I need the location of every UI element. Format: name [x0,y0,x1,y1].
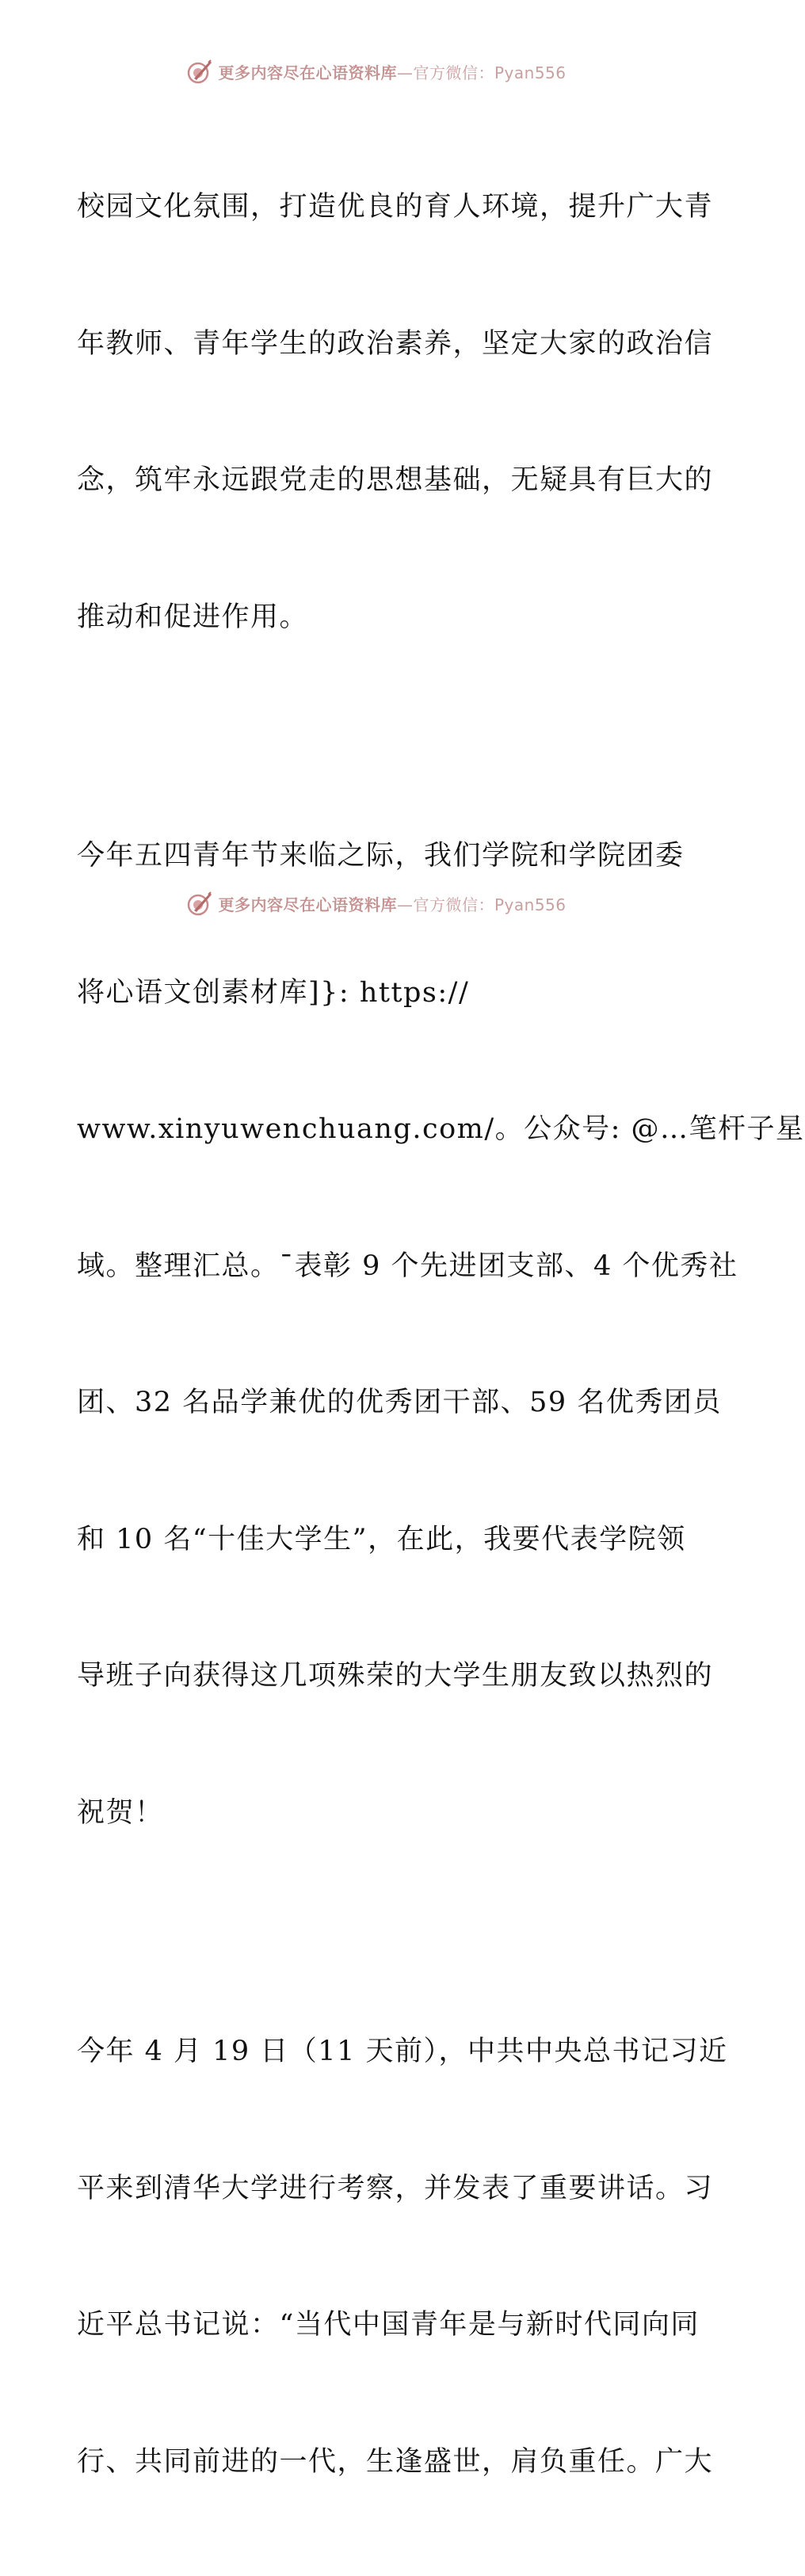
text-line: 校园文化氛围，打造优良的育人环境，提升广大青 [77,191,714,223]
text-line: 团、32 名品学兼优的优秀团干部、59 名优秀团员 [77,1387,722,1418]
text-line: 今年 4 月 19 日（11 天前），中共中央总书记习近 [77,2036,728,2067]
text-line: 行、共同前进的一代，生逢盛世，肩负重任。广大 [77,2445,714,2478]
header-dash: — [396,63,414,82]
footer-contact-label: 官方微信： [413,895,494,914]
header-banner-text [218,60,566,83]
text-line: 域。整理汇总。¯表彰 9 个先进团支部、4 个优秀社 [77,1250,738,1282]
document-body [77,93,805,2576]
paragraph-3 [77,1938,728,2576]
paragraph-2 [77,742,805,1927]
text-line: www.xinyuwenchuang.com/。公众号: @…笔杆子星 [77,1113,805,1145]
text-line: 将心语文创素材库]}: https:// [77,976,470,1009]
header-site-text: 更多内容尽在心语资料库 [218,63,397,82]
text-line: 念，筑牢永远跟党走的思想基础，无疑具有巨大的 [77,464,714,496]
header-banner [0,55,753,87]
text-line: 近平总书记说：“当代中国青年是与新时代同向同 [77,2309,700,2341]
footer-banner [0,887,753,919]
footer-dash: — [396,895,414,914]
text-line: 导班子向获得这几项殊荣的大学生朋友致以热烈的 [77,1660,714,1692]
text-line: 推动和促进作用。 [77,601,309,633]
text-line: 平来到清华大学进行考察，并发表了重要讲话。习 [77,2172,714,2204]
header-contact-id: Pyan556 [494,63,567,82]
header-contact-label: 官方微信： [413,63,494,82]
text-line: 和 10 名“十佳大学生”，在此，我要代表学院领 [77,1523,686,1555]
footer-contact-id: Pyan556 [494,895,567,914]
quill-pen-logo-icon [186,58,213,85]
text-line: 年教师、青年学生的政治素养，坚定大家的政治信 [77,327,714,360]
text-line: 今年五四青年节来临之际，我们学院和学院团委 [77,840,685,872]
footer-banner-text [218,892,566,915]
quill-pen-logo-icon [186,890,213,917]
paragraph-1 [77,93,714,731]
text-line: 祝贺！ [77,1796,164,1829]
footer-site-text: 更多内容尽在心语资料库 [218,895,397,914]
